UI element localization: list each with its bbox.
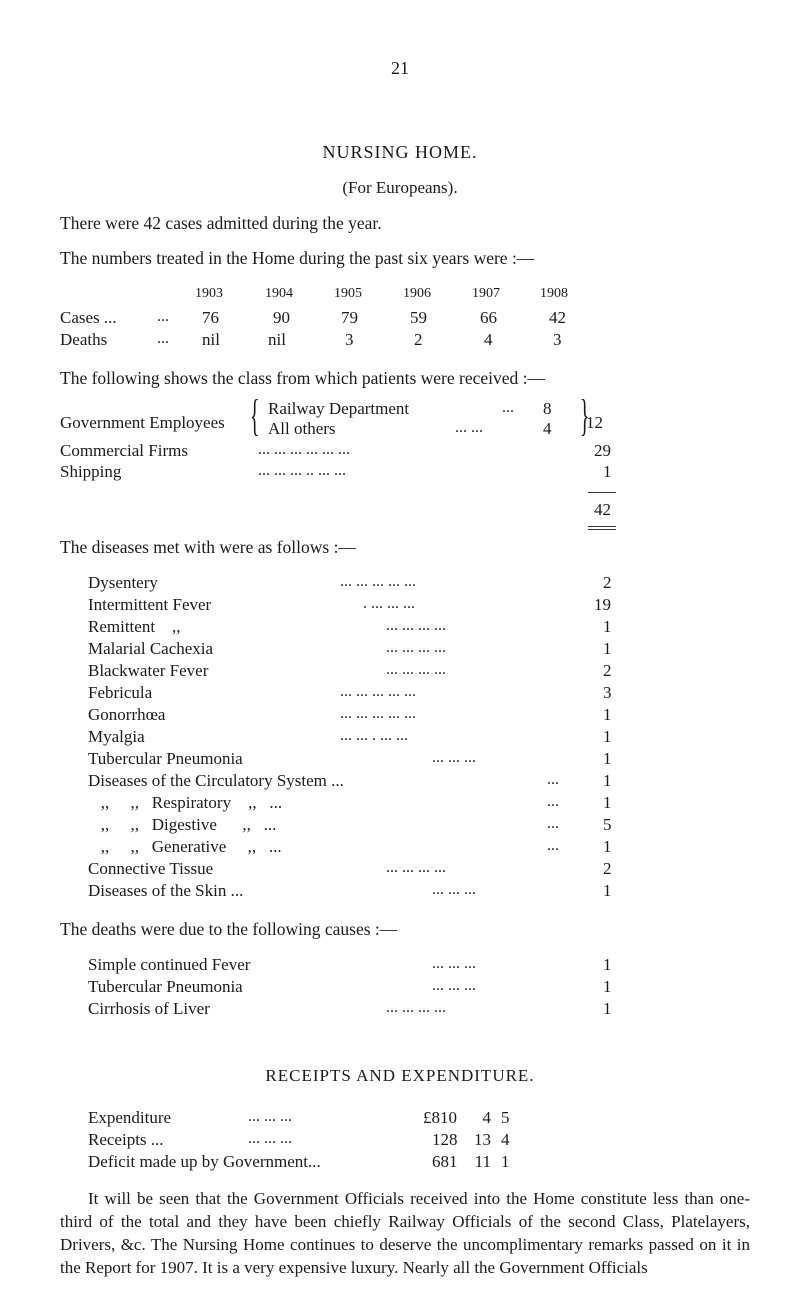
leader-dots: . ... ... ... bbox=[363, 595, 415, 612]
year-header: 1908 bbox=[540, 286, 568, 301]
leader-dots: ... ... ... ... bbox=[386, 661, 446, 678]
leader-dots: ... bbox=[157, 330, 169, 347]
list-item-label: Blackwater Fever bbox=[88, 661, 209, 680]
page-number: 21 bbox=[391, 58, 409, 78]
double-rule bbox=[588, 526, 616, 527]
leader-dots: ... bbox=[547, 793, 559, 810]
commercial-label: Commercial Firms bbox=[60, 441, 188, 460]
finance-label: Deficit made up by Government... bbox=[88, 1152, 321, 1171]
leader-dots: ... ... ... bbox=[248, 1130, 292, 1147]
leader-dots: ... ... ... bbox=[248, 1108, 292, 1125]
list-item-label: Intermittent Fever bbox=[88, 595, 212, 614]
list-item-value: 1 bbox=[603, 955, 612, 974]
finance-shillings: 4 bbox=[482, 1108, 491, 1127]
year-header: 1905 bbox=[334, 286, 362, 301]
table-cell: 4 bbox=[484, 330, 493, 349]
table-cell: nil bbox=[268, 330, 286, 349]
leader-dots: ... ... ... ... ... bbox=[340, 683, 416, 700]
diseases-intro: The diseases met with were as follows :— bbox=[60, 537, 356, 557]
list-item-value: 19 bbox=[594, 595, 611, 614]
leader-dots: ... bbox=[547, 771, 559, 788]
list-item-value: 1 bbox=[603, 617, 612, 636]
list-item-value: 1 bbox=[603, 881, 612, 900]
list-item-label: Simple continued Fever bbox=[88, 955, 251, 974]
leader-dots: ... ... ... ... ... bbox=[340, 705, 416, 722]
list-item-label: Tubercular Pneumonia bbox=[88, 977, 243, 996]
leader-dots: ... ... ... ... bbox=[386, 639, 446, 656]
list-item-label: Connective Tissue bbox=[88, 859, 214, 878]
list-item-value: 1 bbox=[603, 771, 612, 790]
list-item-label: Remittent ,, bbox=[88, 617, 181, 636]
finance-label: Receipts ... bbox=[88, 1130, 164, 1149]
leader-dots: ... ... ... ... bbox=[386, 999, 446, 1016]
gov-total: 12 bbox=[586, 413, 603, 432]
page-title: NURSING HOME. bbox=[322, 142, 478, 162]
list-item-label: Tubercular Pneumonia bbox=[88, 749, 243, 768]
table-cell: 79 bbox=[341, 308, 358, 327]
list-item-value: 1 bbox=[603, 705, 612, 724]
finance-pence: 1 bbox=[501, 1152, 510, 1171]
leader-dots: ... bbox=[547, 815, 559, 832]
others-value: 4 bbox=[543, 419, 552, 438]
list-item-label: Malarial Cachexia bbox=[88, 639, 214, 658]
finance-label: Expenditure bbox=[88, 1108, 172, 1127]
list-item-value: 1 bbox=[603, 793, 612, 812]
table-cell: 59 bbox=[410, 308, 427, 327]
list-item-value: 1 bbox=[603, 727, 612, 746]
list-item-value: 3 bbox=[603, 683, 612, 702]
shipping-label: Shipping bbox=[60, 462, 122, 481]
page-subtitle: (For Europeans). bbox=[342, 178, 458, 197]
numbers-intro: The numbers treated in the Home during the past six years were :— bbox=[60, 248, 535, 268]
year-header: 1907 bbox=[472, 286, 500, 301]
table-cell: 3 bbox=[345, 330, 354, 349]
list-item-value: 1 bbox=[603, 639, 612, 658]
leader-dots: ... ... bbox=[455, 419, 483, 436]
leader-dots: ... ... ... .. ... ... bbox=[258, 462, 346, 479]
railway-value: 8 bbox=[543, 399, 552, 418]
railway-label: Railway Department bbox=[268, 399, 410, 418]
list-item-value: 1 bbox=[603, 837, 612, 856]
list-item-label: Febricula bbox=[88, 683, 153, 702]
list-item-label: Gonorrhœa bbox=[88, 705, 166, 724]
table-row-label: Deaths bbox=[60, 330, 108, 349]
list-item-label: Myalgia bbox=[88, 727, 145, 746]
finance-pounds: 681 bbox=[432, 1152, 458, 1171]
others-label: All others bbox=[268, 419, 336, 438]
table-cell: 3 bbox=[553, 330, 562, 349]
right-brace-icon: { bbox=[579, 391, 590, 440]
leader-dots: ... ... . ... ... bbox=[340, 727, 408, 744]
list-item-value: 5 bbox=[603, 815, 612, 834]
finance-pence: 5 bbox=[501, 1108, 510, 1127]
class-intro: The following shows the class from which patients were received :— bbox=[60, 368, 546, 388]
finance-shillings: 11 bbox=[474, 1152, 491, 1171]
leader-dots: ... ... ... ... bbox=[386, 617, 446, 634]
shipping-value: 1 bbox=[603, 462, 612, 481]
year-header: 1903 bbox=[195, 286, 223, 301]
list-item-label: ,, ,, Respiratory ,, ... bbox=[88, 793, 283, 812]
list-item-value: 2 bbox=[603, 661, 612, 680]
list-item-label: Diseases of the Skin ... bbox=[88, 881, 244, 900]
list-item-label: Diseases of the Circulatory System ... bbox=[88, 771, 344, 790]
sum-rule bbox=[588, 492, 616, 493]
year-header: 1906 bbox=[403, 286, 431, 301]
leader-dots: ... bbox=[157, 308, 169, 325]
table-cell: 90 bbox=[273, 308, 290, 327]
leader-dots: ... ... ... bbox=[432, 955, 476, 972]
table-cell: nil bbox=[202, 330, 220, 349]
left-brace-icon: { bbox=[250, 391, 260, 440]
list-item-label: ,, ,, Digestive ,, ... bbox=[88, 815, 277, 834]
finance-pounds: £810 bbox=[423, 1108, 457, 1127]
list-item-value: 1 bbox=[603, 977, 612, 996]
finance-pence: 4 bbox=[501, 1130, 510, 1149]
closing-paragraph: It will be seen that the Government Officials received into the Home constitute less than one-third of the total and they have been chiefly Railway Officials of the second Class, Platelayers, Drivers, &c. The Nursing Home continues to deserve the uncomplimentary remarks passed on it in the Report for 1907. It is a very expensive luxury. Nearly all the Government Officials bbox=[60, 1189, 750, 1277]
table-cell: 42 bbox=[549, 308, 566, 327]
commercial-value: 29 bbox=[594, 441, 611, 460]
leader-dots: ... bbox=[547, 837, 559, 854]
table-cell: 2 bbox=[414, 330, 423, 349]
table-cell: 66 bbox=[480, 308, 497, 327]
leader-dots: ... ... ... ... ... ... bbox=[258, 441, 350, 458]
list-item-value: 1 bbox=[603, 749, 612, 768]
list-item-value: 2 bbox=[603, 573, 612, 592]
leader-dots: ... ... ... bbox=[432, 977, 476, 994]
list-item-label: Cirrhosis of Liver bbox=[88, 999, 210, 1018]
leader-dots: ... ... ... ... ... bbox=[340, 573, 416, 590]
finance-pounds: 128 bbox=[432, 1130, 458, 1149]
intro-text: There were 42 cases admitted during the year. bbox=[60, 213, 382, 233]
double-rule bbox=[588, 529, 616, 530]
leader-dots: ... ... ... bbox=[432, 881, 476, 898]
leader-dots: ... bbox=[502, 399, 514, 416]
list-item-value: 2 bbox=[603, 859, 612, 878]
list-item-value: 1 bbox=[603, 999, 612, 1018]
leader-dots: ... ... ... bbox=[432, 749, 476, 766]
list-item-label: Dysentery bbox=[88, 573, 158, 592]
table-cell: 76 bbox=[202, 308, 219, 327]
gov-employees-label: Government Employees bbox=[60, 413, 225, 432]
deaths-intro: The deaths were due to the following causes :— bbox=[60, 919, 398, 939]
class-total: 42 bbox=[594, 500, 611, 519]
list-item-label: ,, ,, Generative ,, ... bbox=[88, 837, 282, 856]
table-row-label: Cases ... bbox=[60, 308, 117, 327]
year-header: 1904 bbox=[265, 286, 293, 301]
finance-shillings: 13 bbox=[474, 1130, 491, 1149]
leader-dots: ... ... ... ... bbox=[386, 859, 446, 876]
finance-heading: RECEIPTS AND EXPENDITURE. bbox=[265, 1066, 535, 1085]
